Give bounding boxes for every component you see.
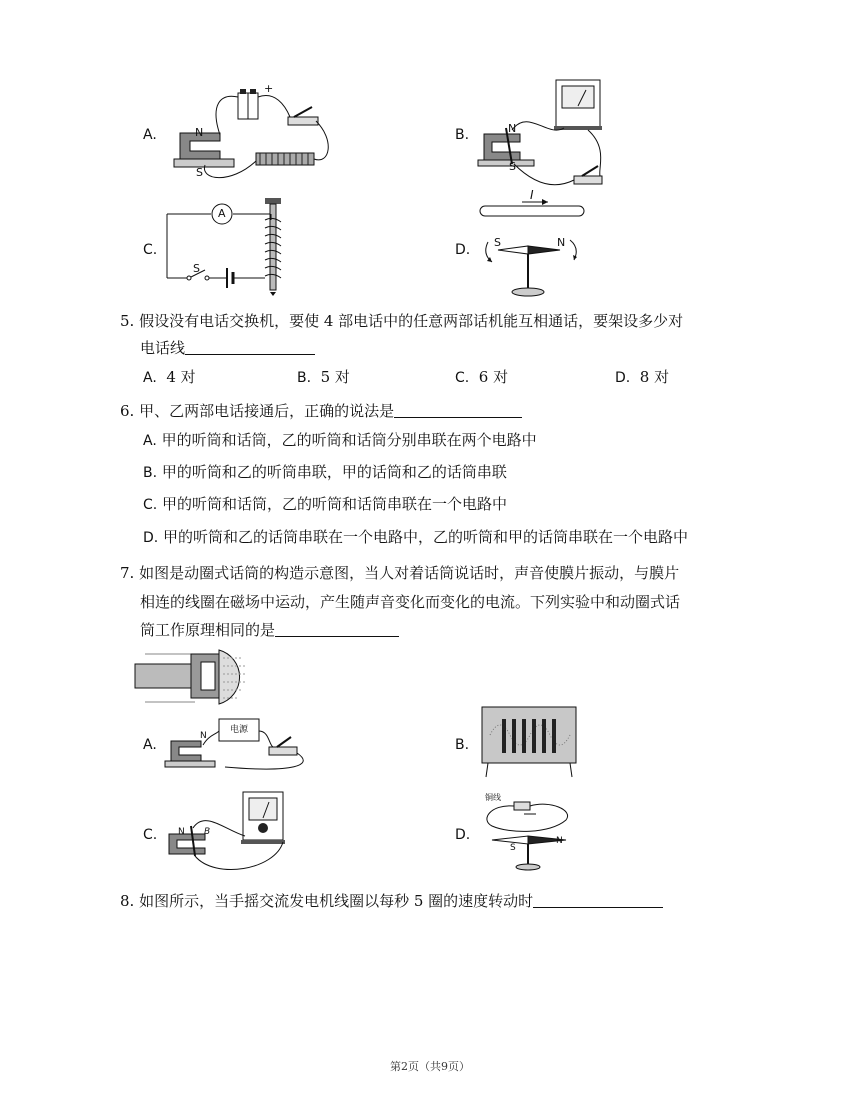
q5-number: 5. <box>120 312 135 330</box>
q8-number: 8. <box>120 892 135 910</box>
q5-line2 <box>140 338 315 358</box>
q5-text-1: 假设没有电话交换机，要使 4 部电话中的任意两部话机能互相通话，要架设多少对 <box>139 312 684 330</box>
q5-option-d[interactable]: D. 8 对 <box>615 368 670 386</box>
q7-microphone-figure <box>135 646 255 708</box>
q8-text: 如图所示，当手摇交流发电机线圈以每秒 5 圈的速度转动时 <box>139 892 534 910</box>
q6-text: 甲、乙两部电话接通后，正确的说法是 <box>139 402 395 420</box>
q4-a-plus-label: + <box>264 82 274 95</box>
q4-d-s-label: S <box>494 236 501 249</box>
q7-a-n-label: N <box>200 731 207 741</box>
q7-text-1: 如图是动圈式话筒的构造示意图，当人对着话筒说话时，声音使膜片振动，与膜片 <box>139 564 680 582</box>
q4-option-b-label: B. <box>455 127 470 143</box>
q7-c-b-label: B <box>204 827 211 837</box>
q4-option-a-label: A. <box>143 127 157 143</box>
q6-option-a[interactable]: A. 甲的听筒和话筒，乙的听筒和话筒分别串联在两个电路中 <box>143 431 537 449</box>
q4-d-n-label: N <box>557 236 566 249</box>
q4-c-switch-label: S <box>193 262 200 275</box>
q6-number: 6. <box>120 402 135 420</box>
q6-answer-blank[interactable] <box>394 401 522 418</box>
q4-d-current-label: I <box>530 188 534 202</box>
q6-option-d[interactable]: D. 甲的听筒和乙的话筒串联在一个电路中，乙的听筒和甲的话筒串联在一个电路中 <box>143 528 689 546</box>
q4-a-s-label: S <box>196 166 203 179</box>
q6-option-c[interactable]: C. 甲的听筒和话筒，乙的听筒和话筒串联在一个电路中 <box>143 495 508 513</box>
q5-text-2: 电话线 <box>140 339 186 357</box>
q7-d-n-label: N <box>556 836 563 846</box>
q5-option-b[interactable]: B. 5 对 <box>297 368 350 386</box>
q7-text-2: 相连的线圈在磁场中运动，产生随声音变化而变化的电流。下列实验中和动圈式话 <box>140 593 681 611</box>
q4-b-n-label: N <box>508 122 517 135</box>
q6-option-b[interactable]: B. 甲的听筒和乙的听筒串联，甲的话筒和乙的话筒串联 <box>143 463 507 481</box>
q7-answer-blank[interactable] <box>275 620 399 637</box>
q7-a-power-label: 电源 <box>230 725 249 735</box>
q4-option-d-label: D. <box>455 242 471 258</box>
q7-d-wire-label: 铜线 <box>485 793 501 802</box>
q7-option-c-label: C. <box>143 827 158 843</box>
q7-option-b-label: B. <box>455 737 470 753</box>
q6-stem <box>120 401 522 421</box>
q7-number: 7. <box>120 564 135 582</box>
q4-option-c-label: C. <box>143 242 158 258</box>
q4-a-n-label: N <box>195 126 204 139</box>
q8-stem <box>120 891 663 911</box>
q8-answer-blank[interactable] <box>533 891 663 908</box>
q7-text-3: 筒工作原理相同的是 <box>140 621 276 639</box>
q7-c-n-label: N <box>178 827 185 837</box>
q5-answer-blank[interactable] <box>185 338 315 355</box>
q4-c-figure <box>165 196 295 296</box>
q5-option-c[interactable]: C. 6 对 <box>455 368 509 386</box>
q4-b-figure <box>478 78 638 188</box>
q7-line1 <box>120 563 679 583</box>
q7-option-a-label: A. <box>143 737 157 753</box>
q4-c-meter-label: A <box>218 207 226 220</box>
q7-option-d-label: D. <box>455 827 471 843</box>
q4-a-figure <box>160 85 350 185</box>
q5-option-a[interactable]: A. 4 对 <box>143 368 196 386</box>
q5-line1 <box>120 311 683 331</box>
q7-line3 <box>140 620 399 640</box>
q7-b-figure <box>480 705 580 779</box>
q7-c-figure <box>165 790 305 872</box>
q7-d-s-label: S <box>510 843 516 853</box>
q4-b-s-label: S <box>509 160 516 173</box>
page-footer: 第2页（共9页） <box>390 1060 470 1073</box>
